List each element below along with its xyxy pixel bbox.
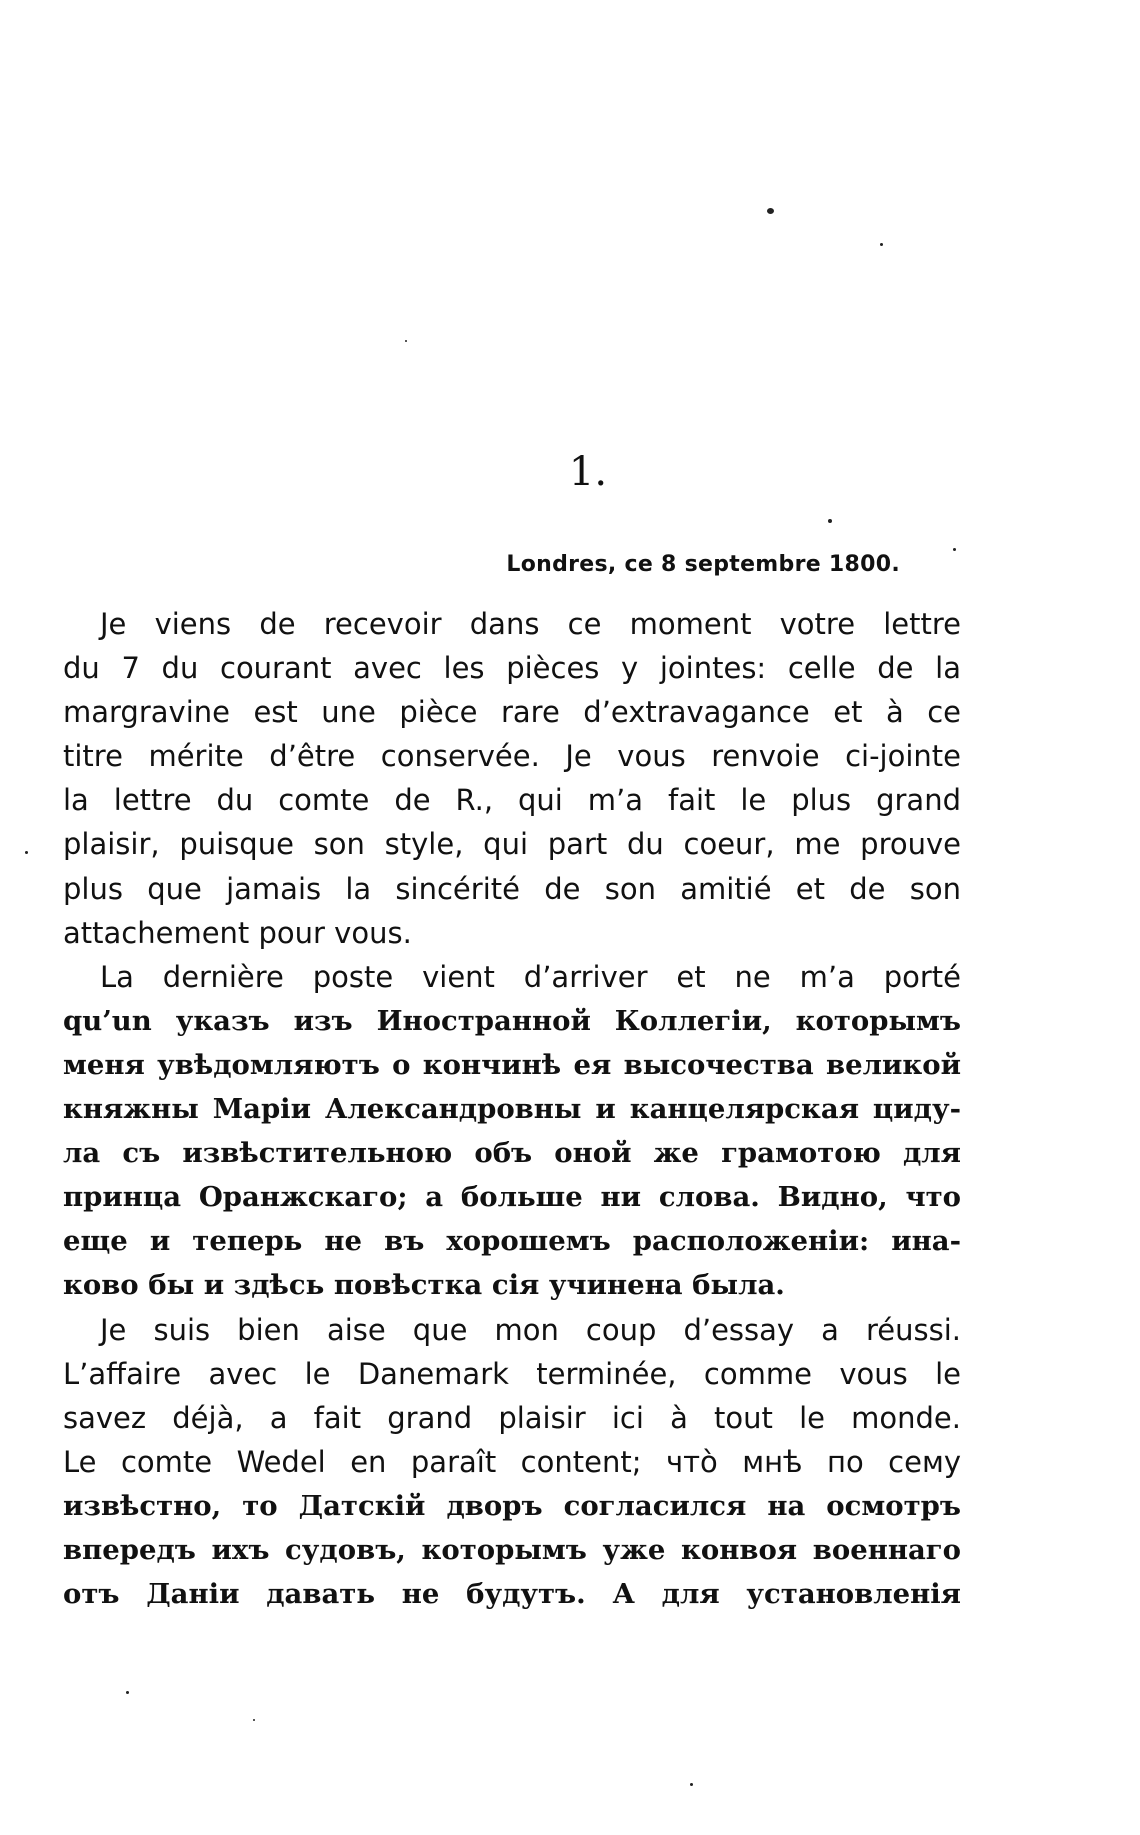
text-line: plaisir, puisque son style, qui part du coeur, me prouve	[63, 827, 961, 862]
text-line: la lettre du comte de R., qui m’a fait le plus grand	[63, 783, 961, 818]
text-line: княжны Маріи Александровны и канцелярская циду-	[63, 1093, 961, 1126]
scan-speck	[126, 1691, 129, 1694]
text-line: savez déjà, a fait grand plaisir ici à tout le monde.	[63, 1400, 961, 1435]
text-line: plus que jamais la sincérité de son amitié et de son	[63, 871, 961, 906]
text-line: ково бы и здѣсь повѣстка сія учинена была.	[63, 1269, 785, 1302]
letter-body	[63, 602, 961, 1616]
text-line: qu’un указъ изъ Иностранной Коллегіи, которымъ	[63, 1004, 961, 1037]
text-line: margravine est une pièce rare d’extravagance et à ce	[63, 695, 961, 730]
text-line: меня увѣдомляютъ о кончинѣ ея высочества великой	[63, 1048, 961, 1081]
scan-speck	[828, 519, 832, 523]
text-line: впередъ ихъ судовъ, которымъ уже конвоя военнаго	[63, 1533, 961, 1566]
text-line: принца Оранжскаго; а больше ни слова. Видно, что	[63, 1181, 961, 1214]
scan-speck	[253, 1719, 255, 1721]
text-line: titre mérite d’être conservée. Je vous renvoie ci-jointe	[63, 739, 961, 774]
text-line: La dernière poste vient d’arriver et ne m’a porté	[100, 959, 961, 994]
text-line: еще и теперь не въ хорошемъ расположеніи: ина-	[63, 1225, 961, 1258]
scan-speck	[405, 340, 407, 342]
text-line: Je viens de recevoir dans ce moment votre lettre	[100, 607, 961, 641]
letter-number: 1.	[568, 449, 608, 495]
scan-speck	[690, 1783, 693, 1786]
text-line: L’affaire avec le Danemark terminée, comme vous le	[63, 1356, 961, 1391]
text-line: du 7 du courant avec les pièces y jointes: celle de la	[63, 651, 961, 686]
dateline: Londres, ce 8 septembre 1800.	[506, 552, 900, 577]
text-line: Je suis bien aise que mon coup d’essay a réussi.	[100, 1312, 961, 1347]
text-line: ла съ извѣстительною объ оной же грамотою для	[63, 1137, 961, 1170]
text-line: отъ Даніи давать не будутъ. А для установленія	[63, 1578, 961, 1611]
text-line: attachement pour vous.	[63, 915, 412, 950]
scan-speck	[953, 548, 956, 551]
text-line: извѣстно, то Датскій дворъ согласился на осмотръ	[63, 1489, 961, 1522]
text-line: Le comte Wedel en paraît content; чтò мнѣ по сему	[63, 1444, 961, 1479]
scan-speck	[880, 243, 883, 246]
scan-speck	[25, 851, 28, 854]
scan-speck	[767, 208, 774, 214]
